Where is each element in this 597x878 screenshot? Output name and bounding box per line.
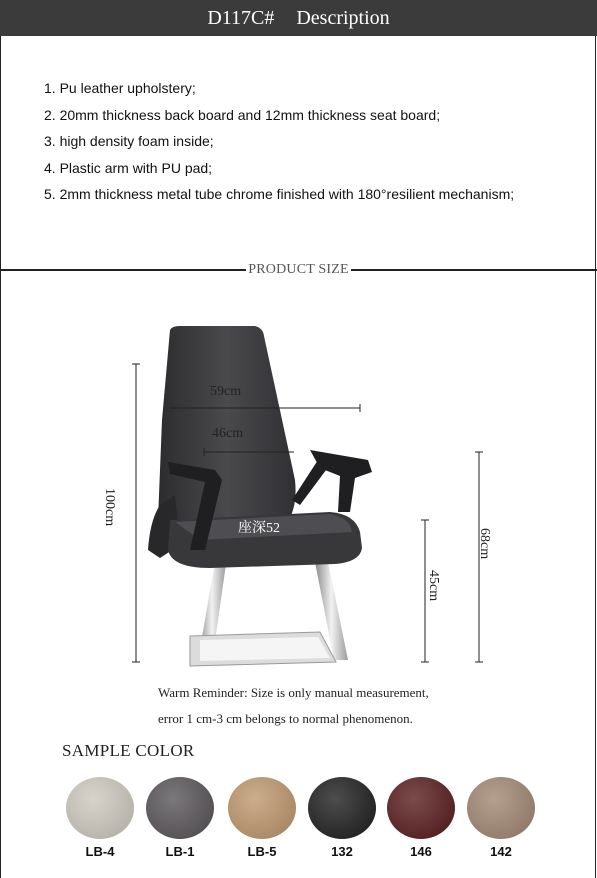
color-code-label: LB-1 [165, 844, 195, 859]
spec-item: 1. Pu leather upholstery; [44, 80, 196, 96]
dim-seat-width-label: 46cm [212, 426, 244, 441]
dim-height-label: 100cm [102, 488, 117, 527]
header-title: Description [296, 6, 390, 29]
spec-item: 4. Plastic arm with PU pad; [44, 159, 213, 176]
dim-arm-height-label: 68cm [477, 528, 492, 560]
chair-base-icon [190, 562, 348, 666]
color-swatch-142[interactable] [467, 777, 535, 839]
spec-list [44, 75, 514, 208]
color-code-label: 142 [490, 844, 512, 859]
spec-item: 5. 2mm thickness metal tube chrome finished with 180°resilient mechanism; [44, 186, 515, 202]
section-title: PRODUCT SIZE [248, 262, 349, 277]
product-size-divider [0, 264, 597, 276]
model-number: D117C# [207, 6, 275, 29]
color-swatch-lb-5[interactable] [228, 777, 296, 839]
sample-color-title: SAMPLE COLOR [62, 741, 195, 760]
reminder-line-1: Warm Reminder: Size is only manual measurement, [158, 685, 429, 700]
color-swatch-146[interactable] [387, 777, 455, 839]
spec-item: 2. 20mm thickness back board and 12mm thickness seat board; [44, 106, 441, 123]
color-swatch-lb-1[interactable] [146, 777, 214, 839]
color-swatch-132[interactable] [308, 777, 376, 839]
warm-reminder [158, 680, 429, 732]
color-code-label: 132 [331, 844, 353, 859]
spec-item: 3. high density foam inside; [44, 133, 214, 149]
reminder-line-2: error 1 cm-3 cm belongs to normal phenomenon. [158, 711, 413, 726]
dim-seat-depth-label: 座深52 [238, 521, 280, 536]
chair-diagram [0, 300, 597, 675]
color-swatch-lb-4[interactable] [66, 777, 134, 839]
divider-line-left [0, 269, 246, 271]
color-code-label: LB-5 [247, 844, 277, 859]
divider-line-right [351, 269, 597, 271]
dim-seat-height-label: 45cm [426, 570, 441, 602]
color-code-label: 146 [410, 844, 432, 859]
dim-width-label: 59cm [210, 384, 242, 399]
header-bar [0, 0, 597, 36]
color-code-label: LB-4 [85, 844, 115, 859]
